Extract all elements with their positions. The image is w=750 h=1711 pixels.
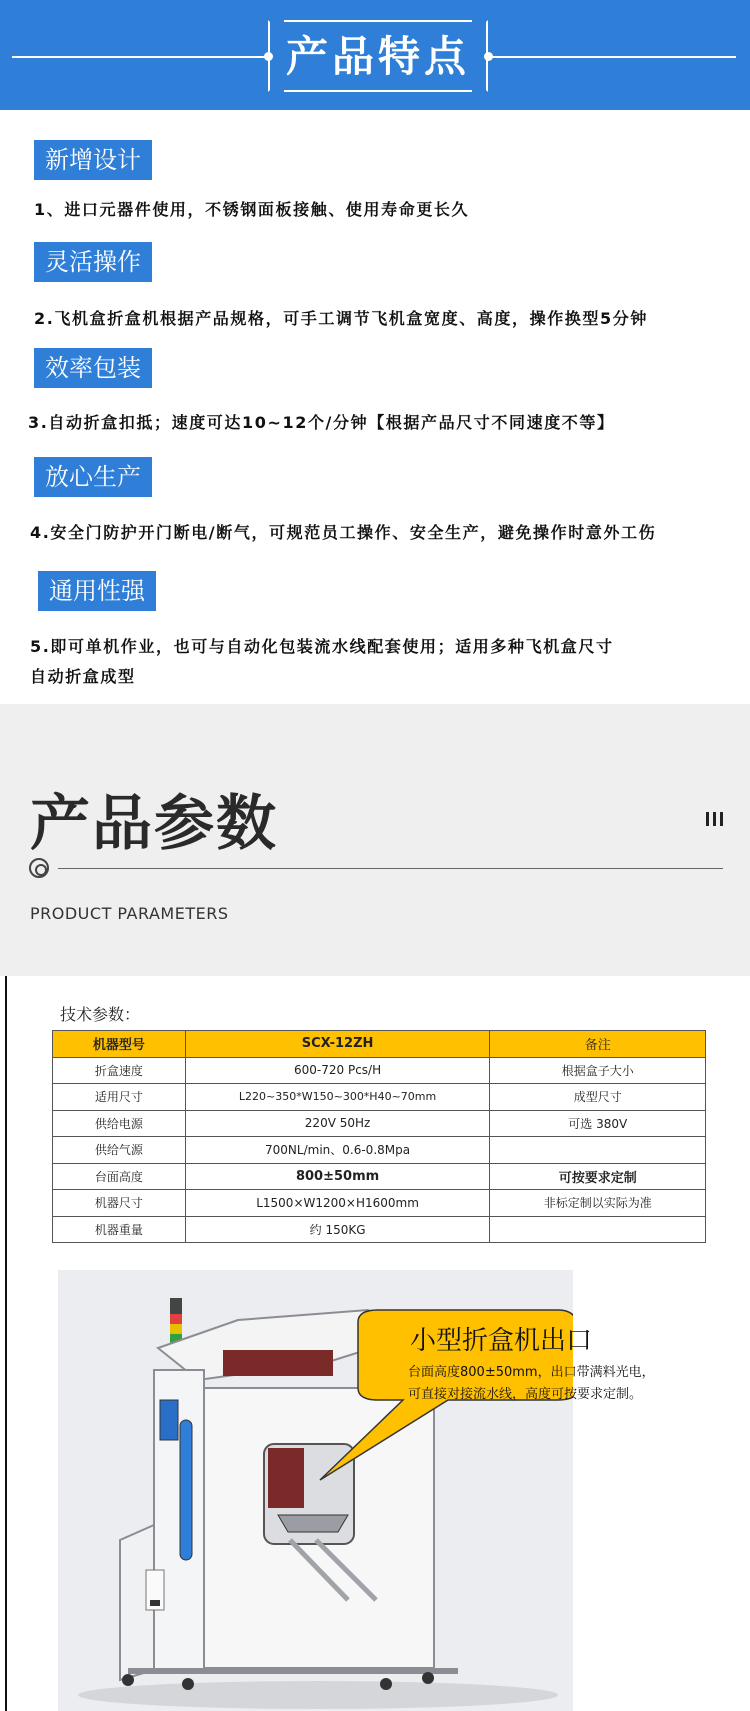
feature-text-design: 1、进口元器件使用，不锈钢面板接触、使用寿命更长久 — [34, 200, 470, 219]
callout-line-2: 可直接对接流水线，高度可按要求定制。 — [408, 1387, 643, 1402]
left-border-line — [5, 976, 7, 1711]
spec-cell — [490, 1216, 706, 1243]
params-title: 产品参数 — [30, 789, 278, 859]
spec-cell: 可选 380V — [490, 1110, 706, 1137]
header-rule-right — [488, 56, 736, 58]
feature-tag-versatility: 通用性强 — [38, 571, 156, 611]
spec-header-row — [53, 1031, 706, 1058]
feature-text-safety: 4.安全门防护开门断电/断气，可规范员工操作、安全生产，避免操作时意外工伤 — [30, 523, 657, 542]
spec-cell: 成型尺寸 — [490, 1084, 706, 1111]
feature-tag-safety: 放心生产 — [34, 457, 152, 497]
spec-cell — [490, 1137, 706, 1164]
spec-caption: 技术参数： — [60, 1005, 141, 1024]
target-circle-icon — [29, 858, 49, 878]
table-row — [53, 1216, 706, 1243]
spec-cell: 600-720 Pcs/H — [185, 1057, 490, 1084]
spec-cell: 220V 50Hz — [185, 1110, 490, 1137]
table-row — [53, 1163, 706, 1190]
spec-cell: 机器尺寸 — [53, 1190, 186, 1217]
feature-tag-operation: 灵活操作 — [34, 242, 152, 282]
spec-header-cell: 备注 — [490, 1031, 706, 1058]
spec-header-cell: SCX-12ZH — [185, 1031, 490, 1058]
feature-text-versatility: 5.即可单机作业，也可与自动化包装流水线配套使用；适用多种飞机盒尺寸 — [30, 637, 614, 656]
spec-cell: L220~350*W150~300*H40~70mm — [185, 1084, 490, 1111]
callout-line-1: 台面高度800±50mm，出口带满料光电， — [408, 1365, 655, 1380]
params-divider — [58, 868, 723, 869]
table-row — [53, 1110, 706, 1137]
table-row — [53, 1137, 706, 1164]
spec-cell: L1500×W1200×H1600mm — [185, 1190, 490, 1217]
spec-cell: 折盒速度 — [53, 1057, 186, 1084]
callout-title: 小型折盒机出口 — [410, 1326, 593, 1356]
params-subtitle: PRODUCT PARAMETERS — [30, 904, 229, 923]
spec-cell: 非标定制以实际为准 — [490, 1190, 706, 1217]
table-row — [53, 1084, 706, 1111]
menu-bars-icon — [706, 812, 726, 826]
feature-text-operation: 2.飞机盒折盒机根据产品规格，可手工调节飞机盒宽度、高度，操作换型5分钟 — [34, 309, 648, 328]
spec-cell: 台面高度 — [53, 1163, 186, 1190]
table-row — [53, 1190, 706, 1217]
spec-cell: 根据盒子大小 — [490, 1057, 706, 1084]
spec-cell: 供给气源 — [53, 1137, 186, 1164]
spec-cell: 适用尺寸 — [53, 1084, 186, 1111]
feature-text-efficiency: 3.自动折盒扣抵；速度可达10~12个/分钟【根据产品尺寸不同速度不等】 — [28, 413, 615, 432]
feature-tag-design: 新增设计 — [34, 140, 152, 180]
header-rule-left — [12, 56, 270, 58]
spec-table — [52, 1030, 706, 1243]
spec-cell: 约 150KG — [185, 1216, 490, 1243]
spec-header-cell: 机器型号 — [53, 1031, 186, 1058]
header-banner — [0, 0, 750, 110]
feature-tag-efficiency: 效率包装 — [34, 348, 152, 388]
spec-cell: 机器重量 — [53, 1216, 186, 1243]
spec-cell: 700NL/min、0.6-0.8Mpa — [185, 1137, 490, 1164]
spec-cell: 供给电源 — [53, 1110, 186, 1137]
table-row — [53, 1057, 706, 1084]
spec-cell: 可按要求定制 — [490, 1163, 706, 1190]
page-title: 产品特点 — [285, 32, 470, 81]
params-banner — [0, 704, 750, 976]
feature-text-versatility-cont: 自动折盒成型 — [30, 667, 136, 686]
spec-cell: 800±50mm — [185, 1163, 490, 1190]
